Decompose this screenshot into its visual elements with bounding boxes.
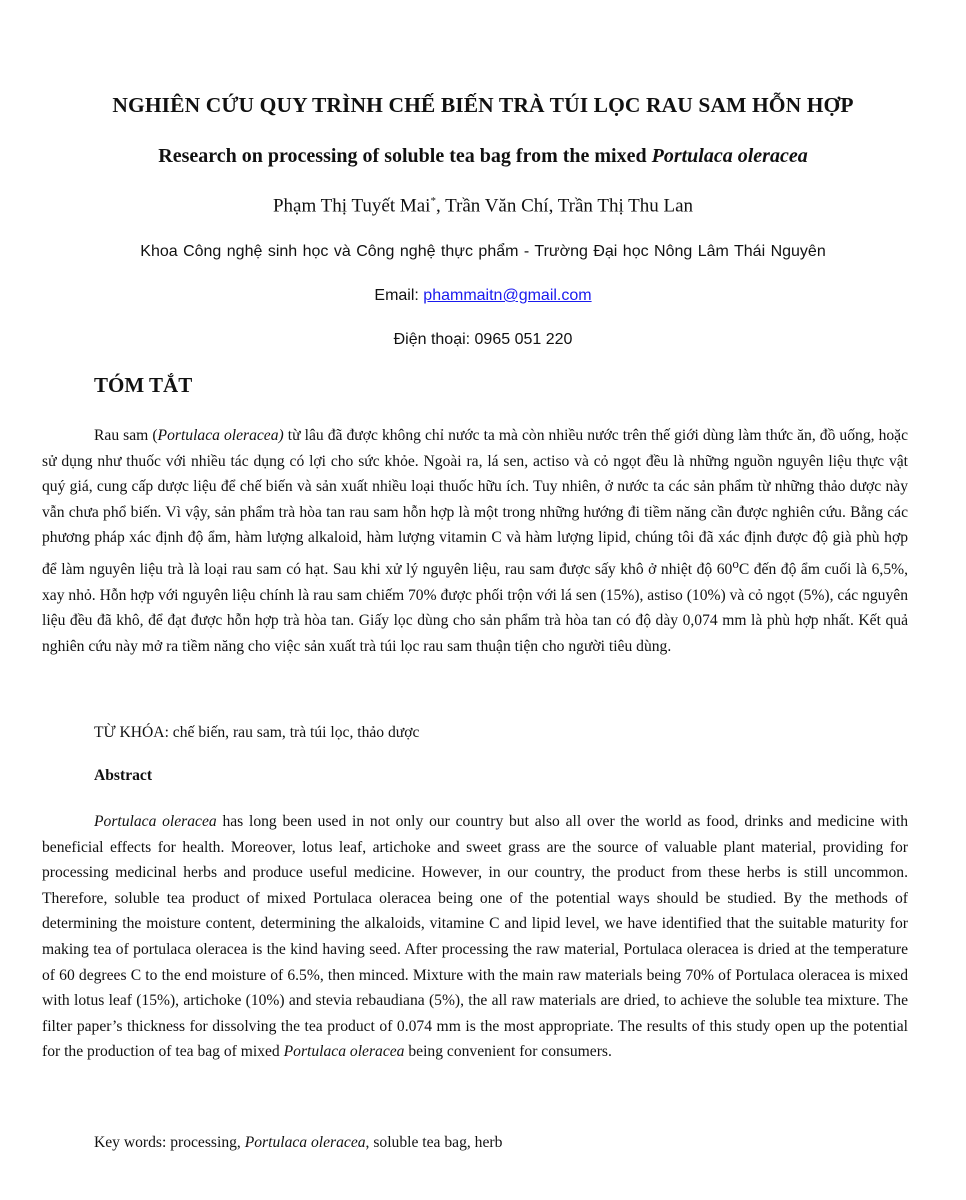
keywords-vietnamese: TỪ KHÓA: chế biến, rau sam, trà túi lọc, thảo dược xyxy=(94,724,420,741)
abstract-text-end: being convenient for consumers. xyxy=(404,1043,612,1061)
summary-paragraph xyxy=(42,423,908,660)
summary-species-name: Portulaca oleracea) xyxy=(157,427,284,444)
corresponding-author-mark: * xyxy=(430,195,436,207)
email-link[interactable]: phammaitn@gmail.com xyxy=(423,287,592,304)
summary-text-body: từ lâu đã được không chỉ nước ta mà còn nhiều nước trên thế giới dùng làm thức ăn, đồ uống, hoặc sử dụng như thuốc với nhiều tác dụng có lợi cho sức khỏe. Ngoài ra, lá sen, actiso và cỏ ngọt đều là những nguồn nguyên liệu thực vật quý giá, cung cấp dược liệu để chế biến và sản xuất nhiều loại thuốc hữu ích. Tuy nhiên, ở nước ta các sản phẩm từ những thảo dược này vẫn chưa phổ biến. Vì vậy, sản phẩm trà hòa tan rau sam hỗn hợp là một trong những hướng đi tiềm năng cần được nghiên cứu. Bằng các phương pháp xác định độ ẩm, hàm lượng alkaloid, hàm lượng vitamin C và hàm lượng lipid, chúng tôi đã xác định được độ già phù hợp để làm nguyên liệu trà là loại rau sam có hạt. Sau khi xử lý nguyên liệu, rau sam được sấy khô ở nhiệt độ 60 xyxy=(42,427,909,579)
abstract-heading: Abstract xyxy=(94,767,153,784)
abstract-text-body: has long been used in not only our country but also all over the world as food, drinks and medicine with beneficial effects for health. Moreover, lotus leaf, artichoke and sweet grass are the source of valuable plant material, providing for processing medicinal herbs and produce useful medicine. However, in our country, the product from these herbs is still uncommon. Therefore, soluble tea product of mixed Portulaca oleracea being one of the potential ways should be studied. By the methods of determining the moisture content, determining the alkaloids, vitamine C and lipid level, we have identified that the suitable maturity for making tea of portulaca oleracea is the kind having seed. After processing the raw material, Portulaca oleracea is dried at the temperature of 60 degrees C to the end moisture of 6.5%, then minced. Mixture with the main raw materials being 70% of Portulaca oleracea is mixed with lotus leaf (15%), artichoke (10%) and stevia rebaudiana (5%), the all raw materials are dried, to achieve the soluble tea mixture. The filter paper’s thickness for dissolving the tea product of 0.074 mm is the most appropriate. The results of this study open up the potential for the production of tea bag of mixed xyxy=(42,813,908,1061)
summary-text-end: C đến độ ẩm cuối là 6,5%, xay nhỏ. Hỗn hợp với nguyên liệu chính là rau sam chiếm 70% được phối trộn với lá sen (15%), astiso (10%) và cỏ ngọt (5%), các nguyên liệu đều đã khô, để đạt được hỗn hợp trà hòa tan. Giấy lọc dùng cho sản phẩm trà hòa tan có độ dày 0,074 mm là phù hợp nhất. Kết quả nghiên cứu này mở ra tiềm năng cho việc sản xuất trà túi lọc rau sam thuận tiện cho người tiêu dùng. xyxy=(42,561,908,655)
abstract-species-name-end: Portulaca oleracea xyxy=(283,1043,405,1061)
title-english xyxy=(0,145,966,168)
summary-heading: TÓM TẮT xyxy=(94,373,193,397)
affiliation: Khoa Công nghệ sinh học và Công nghệ thực phẩm - Trường Đại học Nông Lâm Thái Nguyên xyxy=(140,243,826,260)
author-list xyxy=(0,195,966,217)
keywords-english-species: Portulaca oleracea xyxy=(244,1134,366,1151)
author-primary: Phạm Thị Tuyết Mai xyxy=(272,195,431,217)
email-label: Email: xyxy=(374,287,424,304)
keywords-english xyxy=(94,1134,502,1152)
author-others: , Trần Văn Chí, Trần Thị Thu Lan xyxy=(435,195,694,217)
summary-text-start: Rau sam ( xyxy=(94,427,158,444)
abstract-species-name: Portulaca oleracea xyxy=(94,813,217,830)
title-english-text: Research on processing of soluble tea bag from the mixed xyxy=(158,145,652,167)
keywords-english-prefix: Key words: processing, xyxy=(94,1134,245,1151)
title-vietnamese: NGHIÊN CỨU QUY TRÌNH CHẾ BIẾN TRÀ TÚI LỌC RAU SAM HỖN HỢP xyxy=(112,93,854,117)
abstract-paragraph xyxy=(42,809,908,1065)
phone-line: Điện thoại: 0965 051 220 xyxy=(393,331,573,348)
email-line xyxy=(0,287,966,305)
title-english-species: Portulaca oleracea xyxy=(651,145,808,167)
degree-mark: o xyxy=(732,555,739,571)
keywords-english-suffix: , soluble tea bag, herb xyxy=(365,1134,503,1151)
